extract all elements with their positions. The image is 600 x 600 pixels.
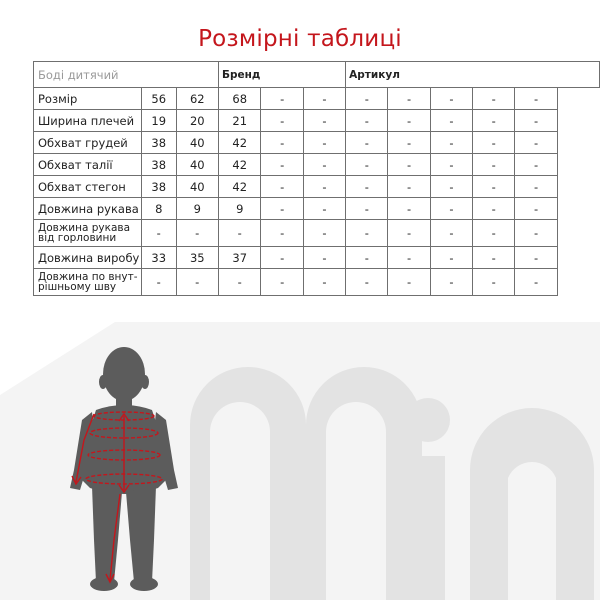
size-cell: - [515, 176, 557, 198]
size-cell: - [303, 88, 345, 110]
size-cell: 68 [218, 88, 261, 110]
size-cell: - [303, 220, 345, 247]
article-label: Артикул [346, 62, 600, 88]
size-cell: - [515, 247, 557, 269]
size-cell: - [176, 220, 218, 247]
size-cell: 9 [176, 198, 218, 220]
size-cell: 62 [176, 88, 218, 110]
size-cell: - [261, 110, 303, 132]
size-cell: - [346, 269, 388, 296]
size-cell: 38 [141, 154, 176, 176]
size-cell: 20 [176, 110, 218, 132]
size-cell: - [346, 220, 388, 247]
size-cell: - [261, 269, 303, 296]
size-cell: - [303, 154, 345, 176]
size-cell: 33 [141, 247, 176, 269]
size-cell: 40 [176, 176, 218, 198]
row-label: Довжина виробу [34, 247, 142, 269]
size-cell: - [473, 88, 515, 110]
size-cell: - [515, 88, 557, 110]
size-cell: 38 [141, 132, 176, 154]
brand-label: Бренд [218, 62, 345, 88]
size-cell: - [430, 154, 472, 176]
size-cell: - [515, 154, 557, 176]
size-cell: - [141, 220, 176, 247]
size-cell: - [473, 198, 515, 220]
size-cell: - [473, 247, 515, 269]
size-cell: - [473, 176, 515, 198]
page-title: Розмірні таблиці [198, 26, 402, 52]
size-cell: - [430, 220, 472, 247]
size-cell: 56 [141, 88, 176, 110]
row-label-line: від горловини [38, 232, 117, 244]
row-label: Розмір [34, 88, 142, 110]
size-cell: - [346, 198, 388, 220]
size-cell: - [430, 176, 472, 198]
row-label: Довжина рукава [34, 198, 142, 220]
size-cell: - [388, 220, 430, 247]
row-label-line: Довжина по внут- [38, 271, 138, 283]
size-cell: - [388, 176, 430, 198]
size-cell: - [303, 132, 345, 154]
size-cell: - [388, 269, 430, 296]
size-cell: - [261, 247, 303, 269]
size-cell: 35 [176, 247, 218, 269]
size-cell: - [303, 247, 345, 269]
size-cell: - [515, 269, 557, 296]
size-cell: - [388, 247, 430, 269]
size-cell: - [303, 110, 345, 132]
size-cell: - [388, 132, 430, 154]
size-cell: 38 [141, 176, 176, 198]
size-cell: - [388, 88, 430, 110]
size-cell: 42 [218, 176, 261, 198]
size-cell: - [261, 198, 303, 220]
row-label: Обхват грудей [34, 132, 142, 154]
size-cell: 19 [141, 110, 176, 132]
size-cell: - [388, 110, 430, 132]
size-cell: - [261, 132, 303, 154]
size-cell: - [388, 198, 430, 220]
size-cell: 42 [218, 132, 261, 154]
row-label: Обхват стегон [34, 176, 142, 198]
product-name: Боді дитячий [34, 62, 219, 88]
size-cell: - [346, 154, 388, 176]
size-cell: - [430, 269, 472, 296]
size-cell: - [141, 269, 176, 296]
row-label: Ширина плечей [34, 110, 142, 132]
size-cell: - [261, 176, 303, 198]
size-cell: - [218, 269, 261, 296]
size-cell: 9 [218, 198, 261, 220]
size-cell: - [473, 132, 515, 154]
size-cell: 37 [218, 247, 261, 269]
size-cell: - [346, 110, 388, 132]
size-cell: - [346, 176, 388, 198]
size-cell: - [430, 132, 472, 154]
size-cell: - [430, 88, 472, 110]
size-cell: - [473, 220, 515, 247]
size-cell: - [473, 154, 515, 176]
size-cell: - [303, 198, 345, 220]
size-cell: - [388, 154, 430, 176]
size-cell: - [515, 220, 557, 247]
size-cell: - [473, 110, 515, 132]
size-cell: - [261, 154, 303, 176]
row-label: Обхват талії [34, 154, 142, 176]
size-cell: - [261, 88, 303, 110]
size-cell: - [430, 110, 472, 132]
size-cell: - [303, 269, 345, 296]
size-cell: - [346, 247, 388, 269]
size-cell: - [346, 88, 388, 110]
size-cell: 40 [176, 154, 218, 176]
size-cell: - [346, 132, 388, 154]
size-cell: - [515, 198, 557, 220]
size-cell: 8 [141, 198, 176, 220]
row-label-line: Довжина рукава [38, 222, 131, 234]
size-cell: - [473, 269, 515, 296]
size-cell: - [303, 176, 345, 198]
size-cell: - [218, 220, 261, 247]
size-cell: 21 [218, 110, 261, 132]
size-cell: - [515, 132, 557, 154]
row-label-line: рішньому шву [38, 281, 117, 293]
size-cell: - [176, 269, 218, 296]
size-cell: - [515, 110, 557, 132]
size-cell: - [430, 247, 472, 269]
size-cell: 40 [176, 132, 218, 154]
size-cell: 42 [218, 154, 261, 176]
size-cell: - [261, 220, 303, 247]
size-cell: - [430, 198, 472, 220]
